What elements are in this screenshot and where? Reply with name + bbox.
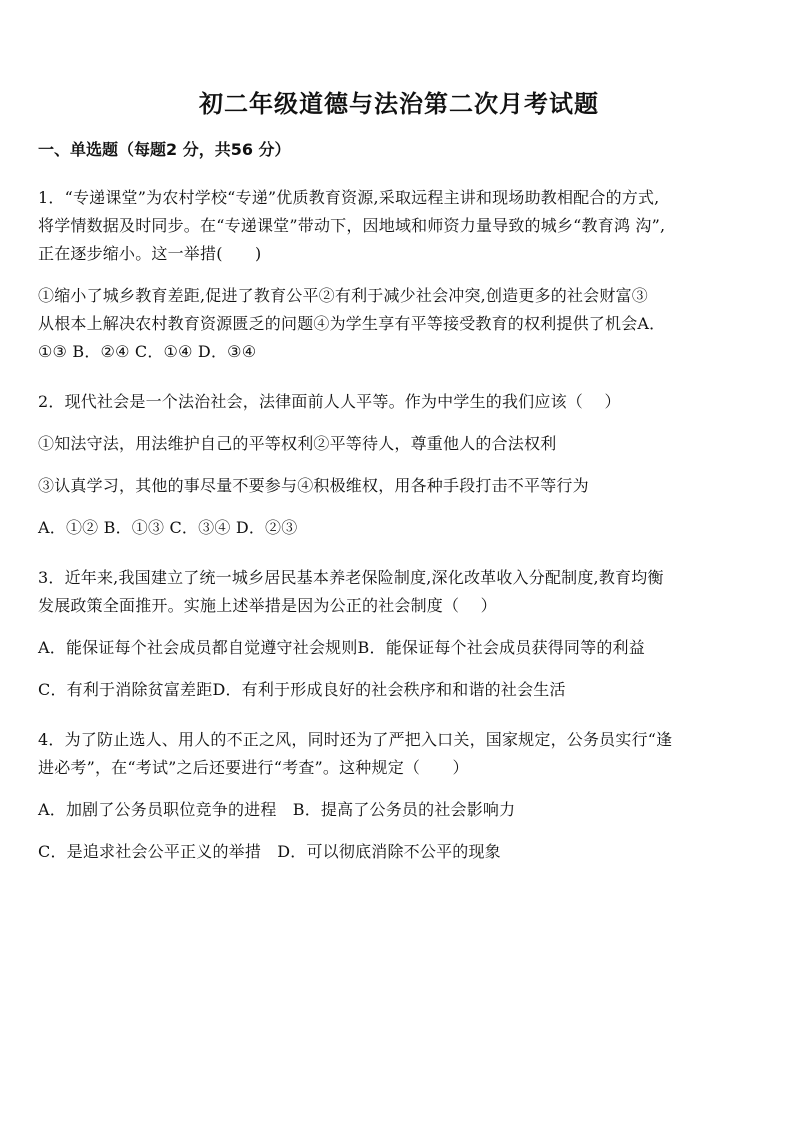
- exam-title: 初二年级道德与法治第二次月考试题: [199, 90, 599, 118]
- question-1: [38, 184, 760, 366]
- question-3-stem-line-1: 3．近年来,我国建立了统一城乡居民基本养老保险制度,深化改革收入分配制度,教育均衡: [38, 568, 664, 587]
- question-1-option-line-3: ①③ B．②④ C．①④ D．③④: [38, 342, 257, 361]
- question-1-stem-line-1: 1．“专递课堂”为农村学校“专递”优质教育资源,采取远程主讲和现场助教相配合的方式,: [38, 188, 660, 207]
- question-3-stem-line-2: 发展政策全面推开。实施上述举措是因为公正的社会制度（ ）: [38, 596, 497, 615]
- question-4: [38, 726, 760, 866]
- question-2: [38, 388, 760, 542]
- section-heading: 一、单选题（每题2 分，共56 分）: [38, 140, 291, 159]
- question-4-option-line-2: C．是追求社会公平正义的举措 D．可以彻底消除不公平的现象: [38, 842, 501, 861]
- question-4-stem-line-1: 4．为了防止选人、用人的不正之风，同时还为了严把入口关，国家规定，公务员实行“逢: [38, 730, 673, 749]
- question-4-stem-line-2: 进必考”，在“考试”之后还要进行“考查”。这种规定（ ）: [38, 758, 469, 777]
- question-3-option-line-1: A．能保证每个社会成员都自觉遵守社会规则B．能保证每个社会成员获得同等的利益: [38, 638, 645, 657]
- question-2-option-line-1: ①知法守法，用法维护自己的平等权利②平等待人，尊重他人的合法权利: [38, 434, 557, 453]
- question-1-option-line-2: 从根本上解决农村教育资源匮乏的问题④为学生享有平等接受教育的权利提供了机会A．: [38, 314, 666, 333]
- question-2-option-line-3: A．①② B．①③ C．③④ D．②③: [38, 518, 298, 537]
- question-2-stem-line-1: 2．现代社会是一个法治社会，法律面前人人平等。作为中学生的我们应该（ ）: [38, 392, 621, 411]
- question-2-option-line-2: ③认真学习，其他的事尽量不要参与④积极维权，用各种手段打击不平等行为: [38, 476, 589, 495]
- question-1-stem-line-2: 将学情数据及时同步。在“专递课堂”带动下，因地域和师资力量导致的城乡“教育鸿 沟”,: [38, 216, 666, 235]
- question-1-stem-line-3: 正在逐步缩小。这一举措( ): [38, 244, 262, 263]
- question-1-option-line-1: ①缩小了城乡教育差距,促进了教育公平②有利于减少社会冲突,创造更多的社会财富③: [38, 286, 648, 305]
- question-3: [38, 564, 760, 704]
- question-3-option-line-2: C．有利于消除贫富差距D．有利于形成良好的社会秩序和和谐的社会生活: [38, 680, 566, 699]
- question-4-option-line-1: A．加剧了公务员职位竞争的进程 B．提高了公务员的社会影响力: [38, 800, 516, 819]
